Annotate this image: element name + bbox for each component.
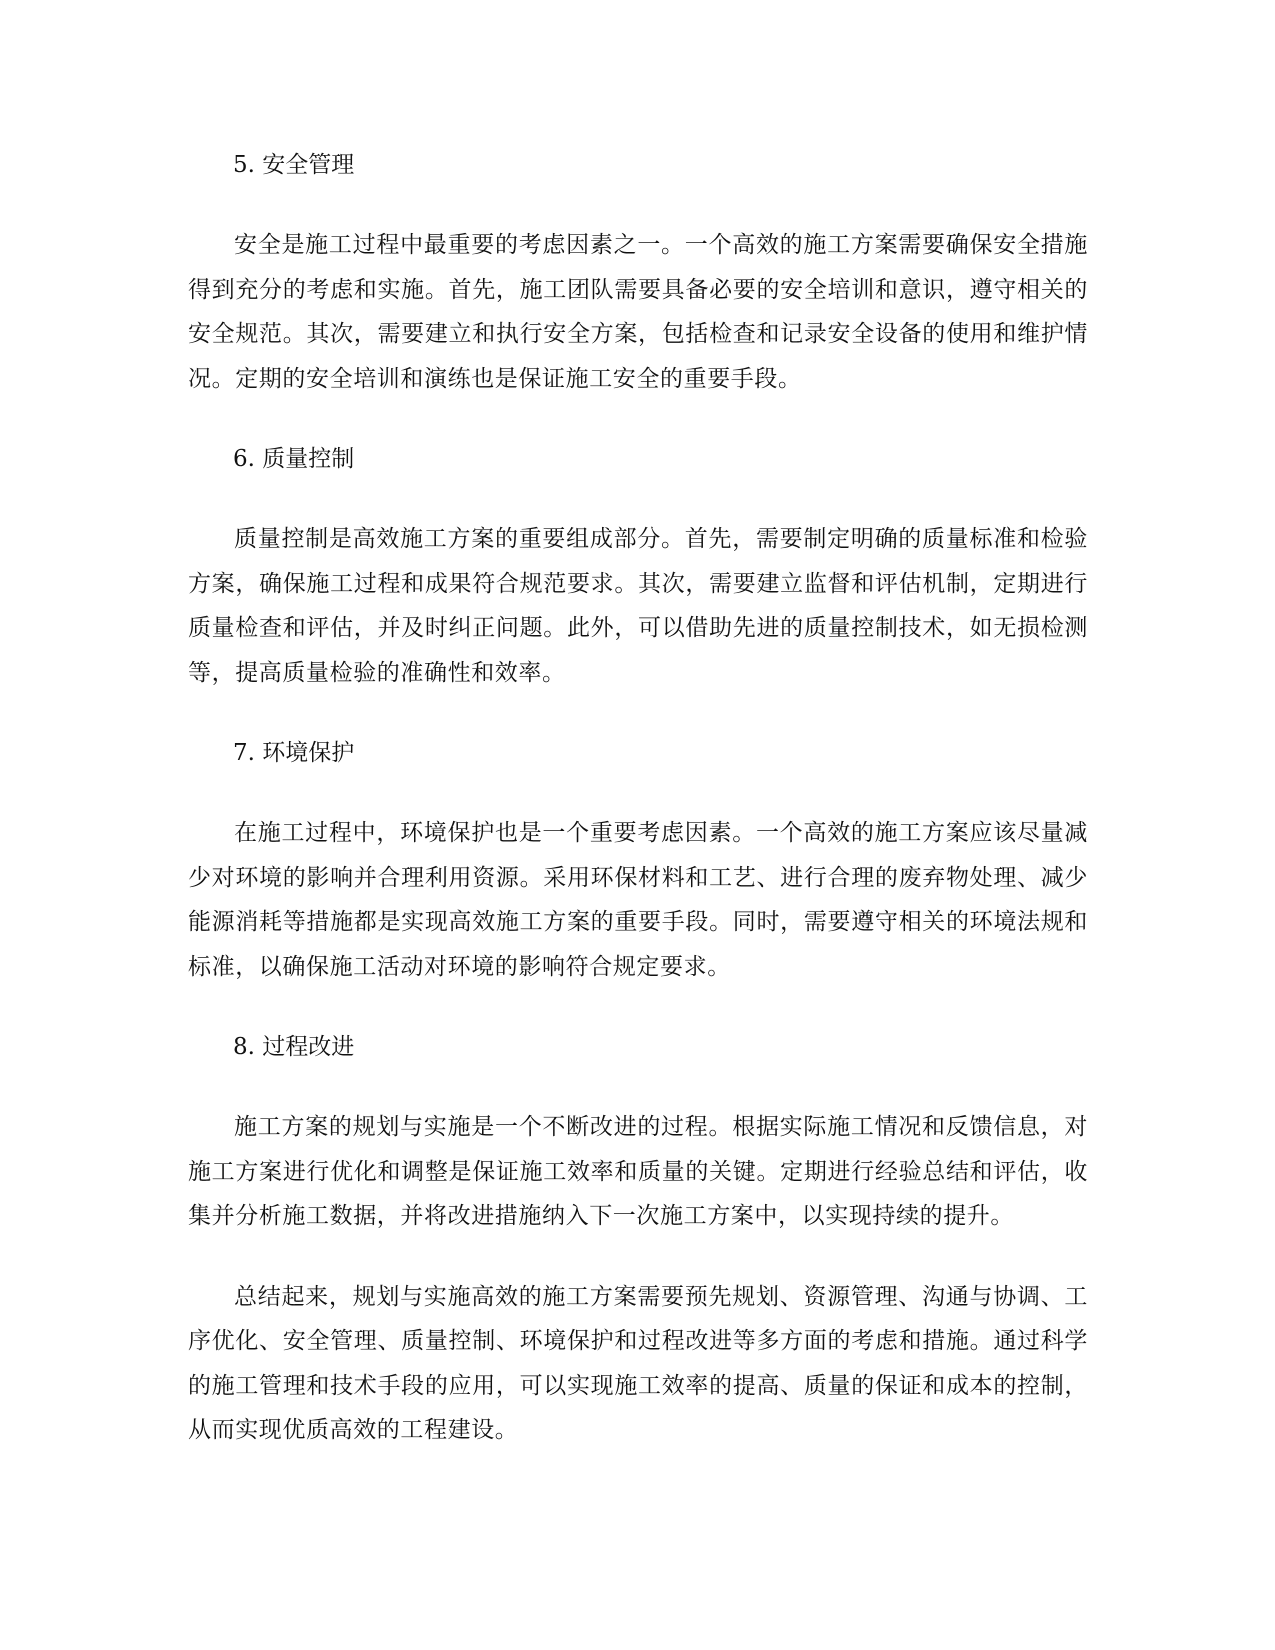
section-heading-safety: 5. 安全管理	[233, 152, 355, 178]
section-heading-quality: 6. 质量控制	[233, 446, 355, 472]
document-body	[188, 143, 1088, 1489]
section-body-quality: 质量控制是高效施工方案的重要组成部分。首先，需要制定明确的质量标准和检验方案，确保施工过程和成果符合规范要求。其次，需要建立监督和评估机制，定期进行质量检查和评估，并及时纠正问题。此外，可以借助先进的质量控制技术，如无损检测等，提高质量检验的准确性和效率。	[188, 526, 1088, 686]
section-body-safety: 安全是施工过程中最重要的考虑因素之一。一个高效的施工方案需要确保安全措施得到充分的考虑和实施。首先，施工团队需要具备必要的安全培训和意识，遵守相关的安全规范。其次，需要建立和执行安全方案，包括检查和记录安全设备的使用和维护情况。定期的安全培训和演练也是保证施工安全的重要手段。	[188, 232, 1088, 392]
section-heading-environment: 7. 环境保护	[233, 740, 355, 766]
section-body-process: 施工方案的规划与实施是一个不断改进的过程。根据实际施工情况和反馈信息，对施工方案进行优化和调整是保证施工效率和质量的关键。定期进行经验总结和评估，收集并分析施工数据，并将改进措施纳入下一次施工方案中，以实现持续的提升。	[188, 1114, 1088, 1229]
section-body-environment: 在施工过程中，环境保护也是一个重要考虑因素。一个高效的施工方案应该尽量减少对环境的影响并合理利用资源。采用环保材料和工艺、进行合理的废弃物处理、减少能源消耗等措施都是实现高效施工方案的重要手段。同时，需要遵守相关的环境法规和标准，以确保施工活动对环境的影响符合规定要求。	[188, 820, 1088, 980]
conclusion-paragraph: 总结起来，规划与实施高效的施工方案需要预先规划、资源管理、沟通与协调、工序优化、安全管理、质量控制、环境保护和过程改进等多方面的考虑和措施。通过科学的施工管理和技术手段的应用，可以实现施工效率的提高、质量的保证和成本的控制，从而实现优质高效的工程建设。	[188, 1283, 1088, 1443]
section-heading-process: 8. 过程改进	[233, 1034, 355, 1060]
